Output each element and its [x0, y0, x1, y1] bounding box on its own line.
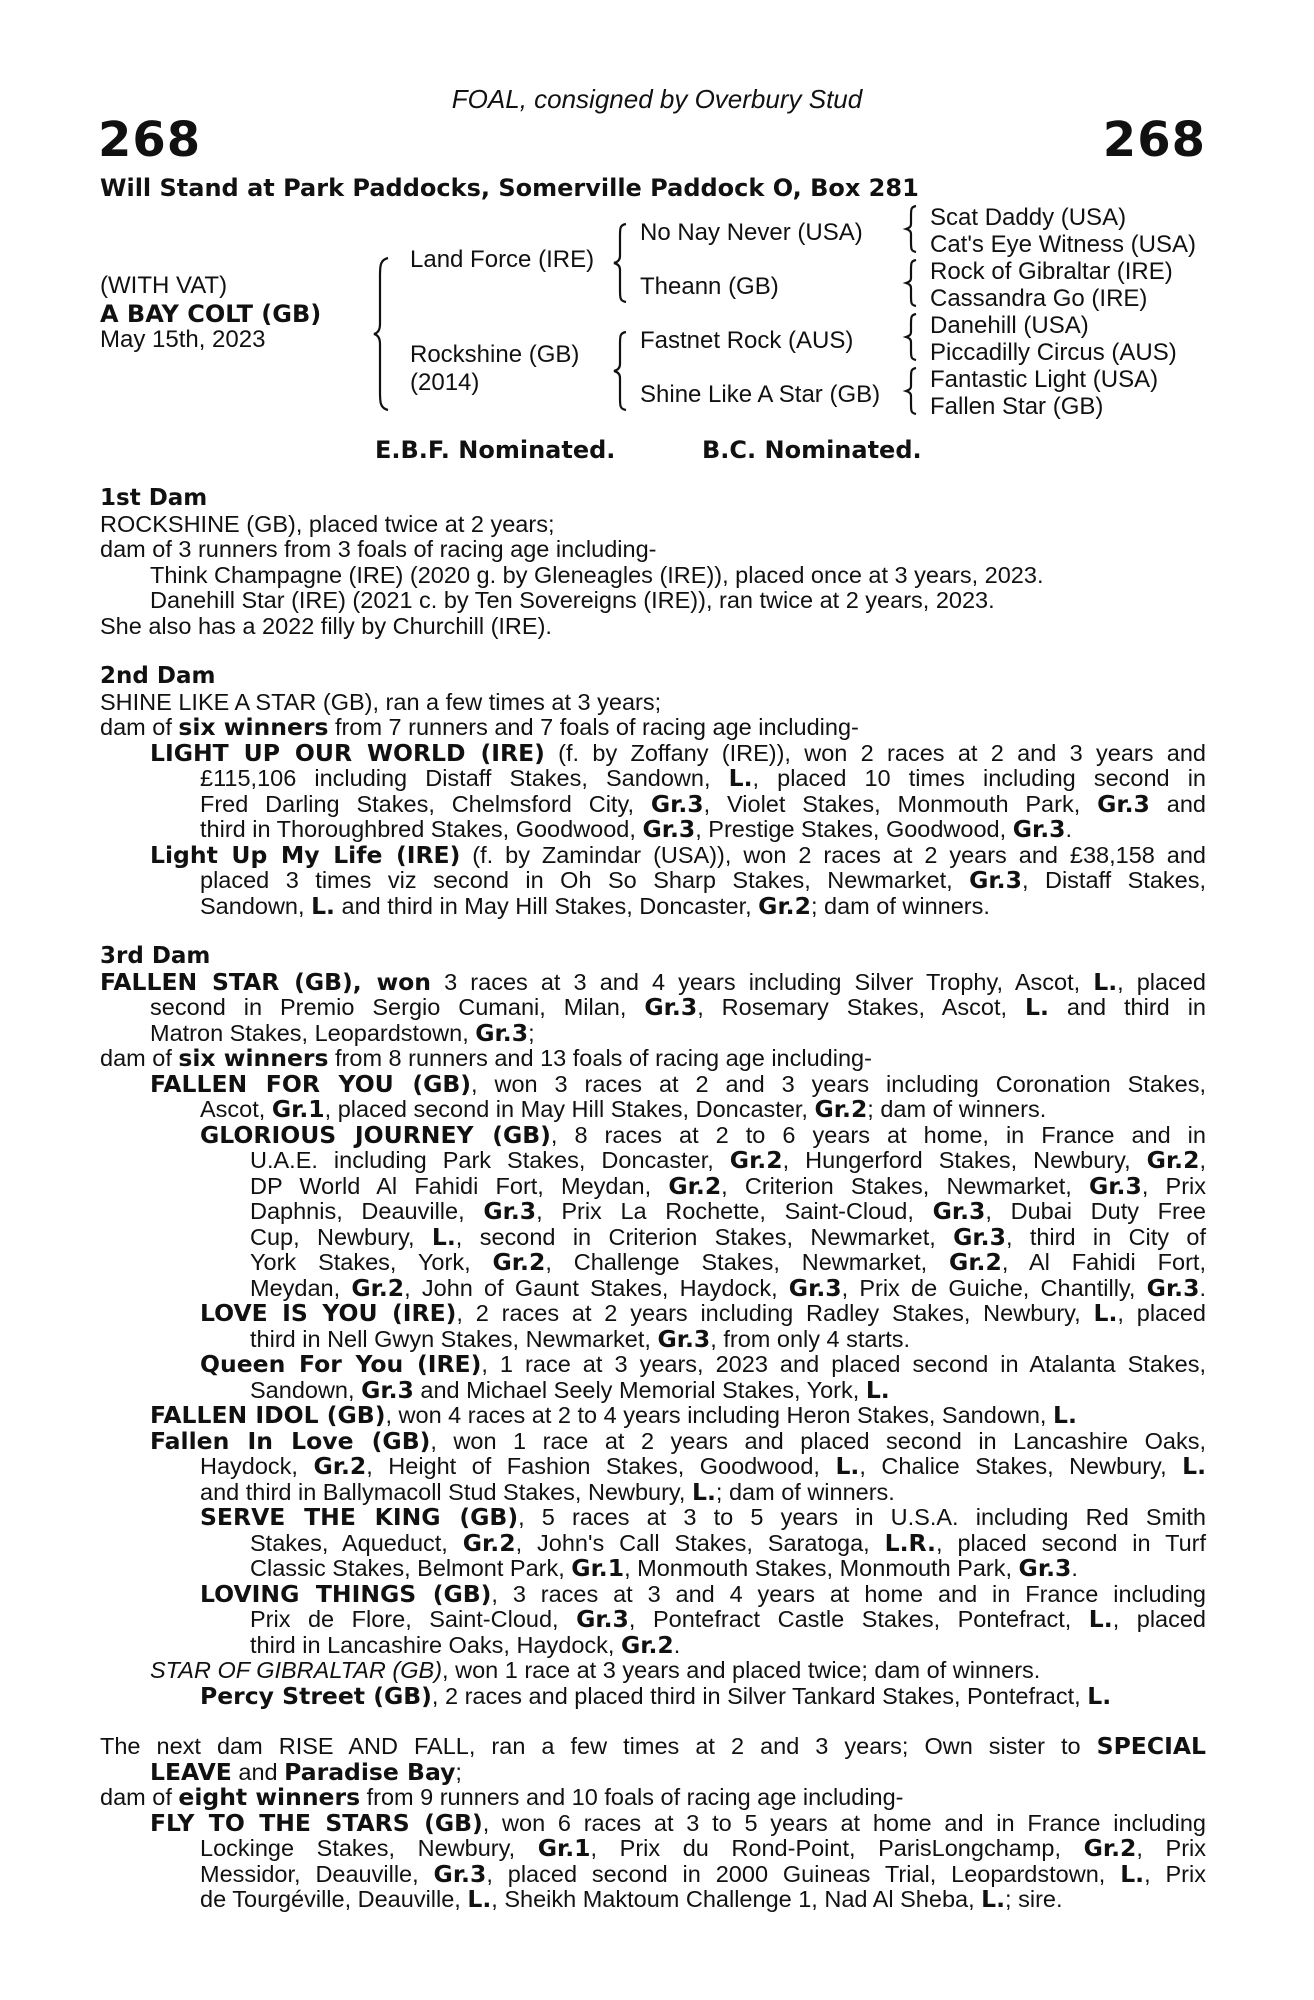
granddam-line-4: Cassandra Go (IRE) [930, 285, 1148, 312]
granddam-line-1: Scat Daddy (USA) [930, 204, 1127, 231]
first-dam-line: ROCKSHINE (GB), placed twice at 2 years; [100, 510, 555, 537]
produce-entry: LIGHT UP OUR WORLD (IRE) (f. by Zoffany (IRE)), won 2 races at 2 and 3 years and [150, 738, 1206, 767]
first-dam-line: She also has a 2022 filly by Churchill (IRE). [100, 612, 552, 639]
produce-entry: Fallen In Love (GB), won 1 race at 2 years and placed second in Lancashire Oaks, [150, 1426, 1206, 1455]
granddam-line-5: Danehill (USA) [930, 312, 1089, 339]
produce-entry: Cup, Newbury, L., second in Criterion Stakes, Newmarket, Gr.3, third in City of [250, 1222, 1206, 1251]
first-dam-line: dam of 3 runners from 3 foals of racing age including- [100, 536, 657, 562]
granddam-line-3: Rock of Gibraltar (IRE) [930, 258, 1173, 285]
horse-name: A BAY COLT (GB) [100, 300, 322, 328]
produce-entry: Sandown, L. and third in May Hill Stakes, Doncaster, Gr.2; dam of winners. [200, 891, 990, 920]
brace-g1 [904, 204, 920, 254]
produce-entry: LOVING THINGS (GB), 3 races at 3 and 4 years at home and in France including [200, 1579, 1206, 1608]
produce-entry: third in Nell Gwyn Stakes, Newmarket, Gr.3, from only 4 starts. [250, 1324, 911, 1353]
third-dam-produce: dam of six winners from 8 runners and 13 foals of racing age including- [100, 1044, 872, 1072]
granddam-line-7: Fantastic Light (USA) [930, 366, 1159, 393]
produce-entry: LOVE IS YOU (IRE), 2 races at 2 years including Radley Stakes, Newbury, L., placed [200, 1299, 1206, 1327]
produce-entry: U.A.E. including Park Stakes, Doncaster, Gr.2, Hungerford Stakes, Newbury, Gr.2, [250, 1146, 1206, 1174]
brace-g2 [904, 258, 920, 308]
granddam-line-2: Cat's Eye Witness (USA) [930, 231, 1196, 258]
first-dam-heading: 1st Dam [100, 485, 208, 511]
first-dam-line: Danehill Star (IRE) (2021 c. by Ten Sovereigns (IRE)), ran twice at 2 years, 2023. [150, 587, 995, 613]
third-dam-intro: second in Premio Sergio Cumani, Milan, Gr.3, Rosemary Stakes, Ascot, L. and third in [150, 993, 1206, 1021]
catalogue-body [100, 486, 1206, 1913]
produce-entry: Stakes, Aqueduct, Gr.2, John's Call Stakes, Saratoga, L.R., placed second in Turf [250, 1528, 1206, 1557]
produce-entry: GLORIOUS JOURNEY (GB), 8 races at 2 to 6 years at home, in France and in [200, 1120, 1206, 1149]
produce-entry: Daphnis, Deauville, Gr.3, Prix La Rochette, Saint-Cloud, Gr.3, Dubai Duty Free [250, 1197, 1207, 1225]
brace-dam [612, 330, 630, 412]
sire-dam: Theann (GB) [640, 273, 779, 300]
sire-sire: No Nay Never (USA) [640, 219, 863, 246]
brace-sire [612, 222, 630, 304]
dam-sire: Fastnet Rock (AUS) [640, 327, 854, 354]
produce-entry: York Stakes, York, Gr.2, Challenge Stakes, Newmarket, Gr.2, Al Fahidi Fort, [250, 1248, 1206, 1276]
produce-entry: Ascot, Gr.1, placed second in May Hill Stakes, Doncaster, Gr.2; dam of winners. [200, 1095, 1047, 1123]
second-dam-intro: SHINE LIKE A STAR (GB), ran a few times at 3 years; [100, 688, 662, 715]
produce-entry: placed 3 times viz second in Oh So Sharp Stakes, Newmarket, Gr.3, Distaff Stakes, [200, 866, 1206, 894]
second-dam-heading: 2nd Dam [100, 663, 216, 689]
produce-entry: £115,106 including Distaff Stakes, Sandown, L., placed 10 times including second in [200, 764, 1206, 792]
third-dam-intro: Matron Stakes, Leopardstown, Gr.3; [150, 1018, 535, 1047]
dam-dam: Shine Like A Star (GB) [640, 381, 881, 408]
produce-entry: FALLEN IDOL (GB), won 4 races at 2 to 4 years including Heron Stakes, Sandown, L. [150, 1401, 1077, 1429]
consignment-line: FOAL, consigned by Overbury Stud [451, 84, 863, 114]
brace-parents [372, 256, 392, 412]
next-dam-produce: dam of eight winners from 9 runners and 10 foals of racing age including- [100, 1783, 904, 1811]
produce-entry: Messidor, Deauville, Gr.3, placed second in 2000 Guineas Trial, Leopardstown, L., Prix [200, 1859, 1206, 1888]
vat-note: (WITH VAT) [100, 272, 228, 299]
produce-entry: DP World Al Fahidi Fort, Meydan, Gr.2, Criterion Stakes, Newmarket, Gr.3, Prix [250, 1171, 1207, 1200]
third-dam-intro: FALLEN STAR (GB), won 3 races at 3 and 4 years including Silver Trophy, Ascot, L., placed [100, 967, 1206, 996]
produce-entry: SERVE THE KING (GB), 5 races at 3 to 5 years in U.S.A. including Red Smith [200, 1503, 1206, 1531]
produce-entry: STAR OF GIBRALTAR (GB), won 1 race at 3 years and placed twice; dam of winners. [150, 1657, 1041, 1683]
sire: Land Force (IRE) [410, 246, 595, 273]
granddam-line-6: Piccadilly Circus (AUS) [930, 339, 1177, 366]
lot-number-right: 268 [1102, 112, 1206, 168]
stand-location: Will Stand at Park Paddocks, Somerville Paddock O, Box 281 [100, 174, 919, 202]
next-dam-intro: The next dam RISE AND FALL, ran a few times at 2 and 3 years; Own sister to SPECIAL [100, 1732, 1206, 1760]
produce-entry: Queen For You (IRE), 1 race at 3 years, 2023 and placed second in Atalanta Stakes, [200, 1350, 1206, 1378]
next-dam-intro: LEAVE and Paradise Bay; [150, 1757, 462, 1786]
produce-entry: de Tourgéville, Deauville, L., Sheikh Maktoum Challenge 1, Nad Al Sheba, L.; sire. [200, 1885, 1063, 1913]
produce-entry: Sandown, Gr.3 and Michael Seely Memorial Stakes, York, L. [250, 1375, 890, 1404]
dam: Rockshine (GB) [410, 341, 580, 368]
produce-entry: Haydock, Gr.2, Height of Fashion Stakes, Goodwood, L., Chalice Stakes, Newbury, L. [200, 1452, 1206, 1480]
granddam-line-8: Fallen Star (GB) [930, 393, 1104, 420]
dam-year: (2014) [410, 369, 480, 396]
second-dam-produce: dam of six winners from 7 runners and 7 foals of racing age including- [100, 713, 859, 741]
brace-g3 [904, 312, 920, 362]
first-dam-line: Think Champagne (IRE) (2020 g. by Gleneagles (IRE)), placed once at 3 years, 2023. [150, 561, 1044, 588]
produce-entry: FLY TO THE STARS (GB), won 6 races at 3 to 5 years at home and in France including [150, 1808, 1206, 1837]
lot-number-left: 268 [98, 112, 202, 168]
produce-entry: FALLEN FOR YOU (GB), won 3 races at 2 and 3 years including Coronation Stakes, [150, 1069, 1206, 1098]
produce-entry: third in Lancashire Oaks, Haydock, Gr.2. [250, 1630, 681, 1659]
produce-entry: and third in Ballymacoll Stud Stakes, Newbury, L.; dam of winners. [200, 1477, 895, 1506]
brace-g4 [904, 366, 920, 416]
produce-entry: Lockinge Stakes, Newbury, Gr.1, Prix du Rond-Point, ParisLongchamp, Gr.2, Prix [200, 1834, 1206, 1862]
produce-entry: Meydan, Gr.2, John of Gaunt Stakes, Haydock, Gr.3, Prix de Guiche, Chantilly, Gr.3. [250, 1273, 1206, 1302]
produce-entry: Classic Stakes, Belmont Park, Gr.1, Monmouth Stakes, Monmouth Park, Gr.3. [250, 1554, 1078, 1582]
bc-nomination: B.C. Nominated. [702, 436, 922, 464]
third-dam-heading: 3rd Dam [100, 943, 211, 969]
ebf-nomination: E.B.F. Nominated. [375, 436, 616, 464]
foaling-date: May 15th, 2023 [100, 326, 266, 353]
produce-entry: Prix de Flore, Saint-Cloud, Gr.3, Pontefract Castle Stakes, Pontefract, L., placed [250, 1605, 1207, 1633]
produce-entry: Light Up My Life (IRE) (f. by Zamindar (USA)), won 2 races at 2 years and £38,158 and [150, 840, 1206, 869]
produce-entry: Fred Darling Stakes, Chelmsford City, Gr.3, Violet Stakes, Monmouth Park, Gr.3 and [200, 789, 1206, 818]
produce-entry: third in Thoroughbred Stakes, Goodwood, Gr.3, Prestige Stakes, Goodwood, Gr.3. [200, 815, 1073, 843]
produce-entry: Percy Street (GB), 2 races and placed third in Silver Tankard Stakes, Pontefract, L. [200, 1681, 1112, 1710]
